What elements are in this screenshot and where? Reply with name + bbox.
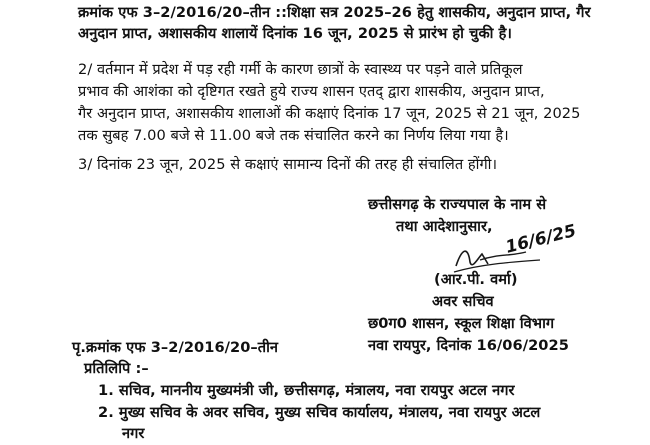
para3-line-1: 3/ दिनांक 23 जून, 2025 से कक्षाएं सामान्य दिनों की तरह ही संचालित होंगी। — [78, 156, 498, 173]
signatory-designation: अवर सचिव — [432, 293, 494, 310]
copy-item-2-continued: नगर — [122, 425, 145, 442]
signature-authority-line-2: तथा आदेशानुसार, — [396, 218, 493, 235]
signatory-department: छ0ग0 शासन, स्कूल शिक्षा विभाग — [368, 315, 555, 332]
para2-line-1: 2/ वर्तमान में प्रदेश में पड़ रही गर्मी के कारण छात्रों के स्वास्थ्य पर पड़ने वाले प्रतिकूल — [78, 61, 523, 78]
signatory-name: (आर.पी. वर्मा) — [434, 271, 518, 288]
copy-heading: प्रतिलिपि :– — [84, 360, 149, 377]
order-line-1: क्रमांक एफ 3–2/2016/20–तीन ::शिक्षा सत्र 2025–26 हेतु शासकीय, अनुदान प्राप्त, गैर — [78, 4, 591, 21]
signatory-place-date: नवा रायपुर, दिनांक 16/06/2025 — [368, 337, 569, 354]
para2-line-4: तक सुबह 7.00 बजे से 11.00 बजे तक संचालित करने का निर्णय लिया गया है। — [78, 127, 509, 144]
copy-reference-number: पृ.क्रमांक एफ 3–2/2016/20–तीन — [72, 339, 279, 356]
para2-line-3: गैर अनुदान प्राप्त, अशासकीय शालाओं की कक्षाएं दिनांक 17 जून, 2025 से 21 जून, 2025 — [78, 105, 581, 122]
signature-date: 16/6/25 — [503, 220, 579, 258]
order-line-2: अनुदान प्राप्त, अशासकीय शालायें दिनांक 16 जून, 2025 से प्रारंभ हो चुकी है। — [78, 25, 513, 42]
copy-item-1: 1. सचिव, माननीय मुख्यमंत्री जी, छत्तीसगढ़, मंत्रालय, नवा रायपुर अटल नगर — [98, 382, 515, 399]
copy-item-2: 2. मुख्य सचिव के अवर सचिव, मुख्य सचिव कार्यालय, मंत्रालय, नवा रायपुर अटल — [98, 404, 541, 421]
signature-authority-line-1: छत्तीसगढ़ के राज्यपाल के नाम से — [368, 196, 547, 213]
para2-line-2: प्रभाव की आशंका को दृष्टिगत रखते हुये राज्य शासन एतद् द्वारा शासकीय, अनुदान प्राप्त, — [78, 83, 545, 100]
